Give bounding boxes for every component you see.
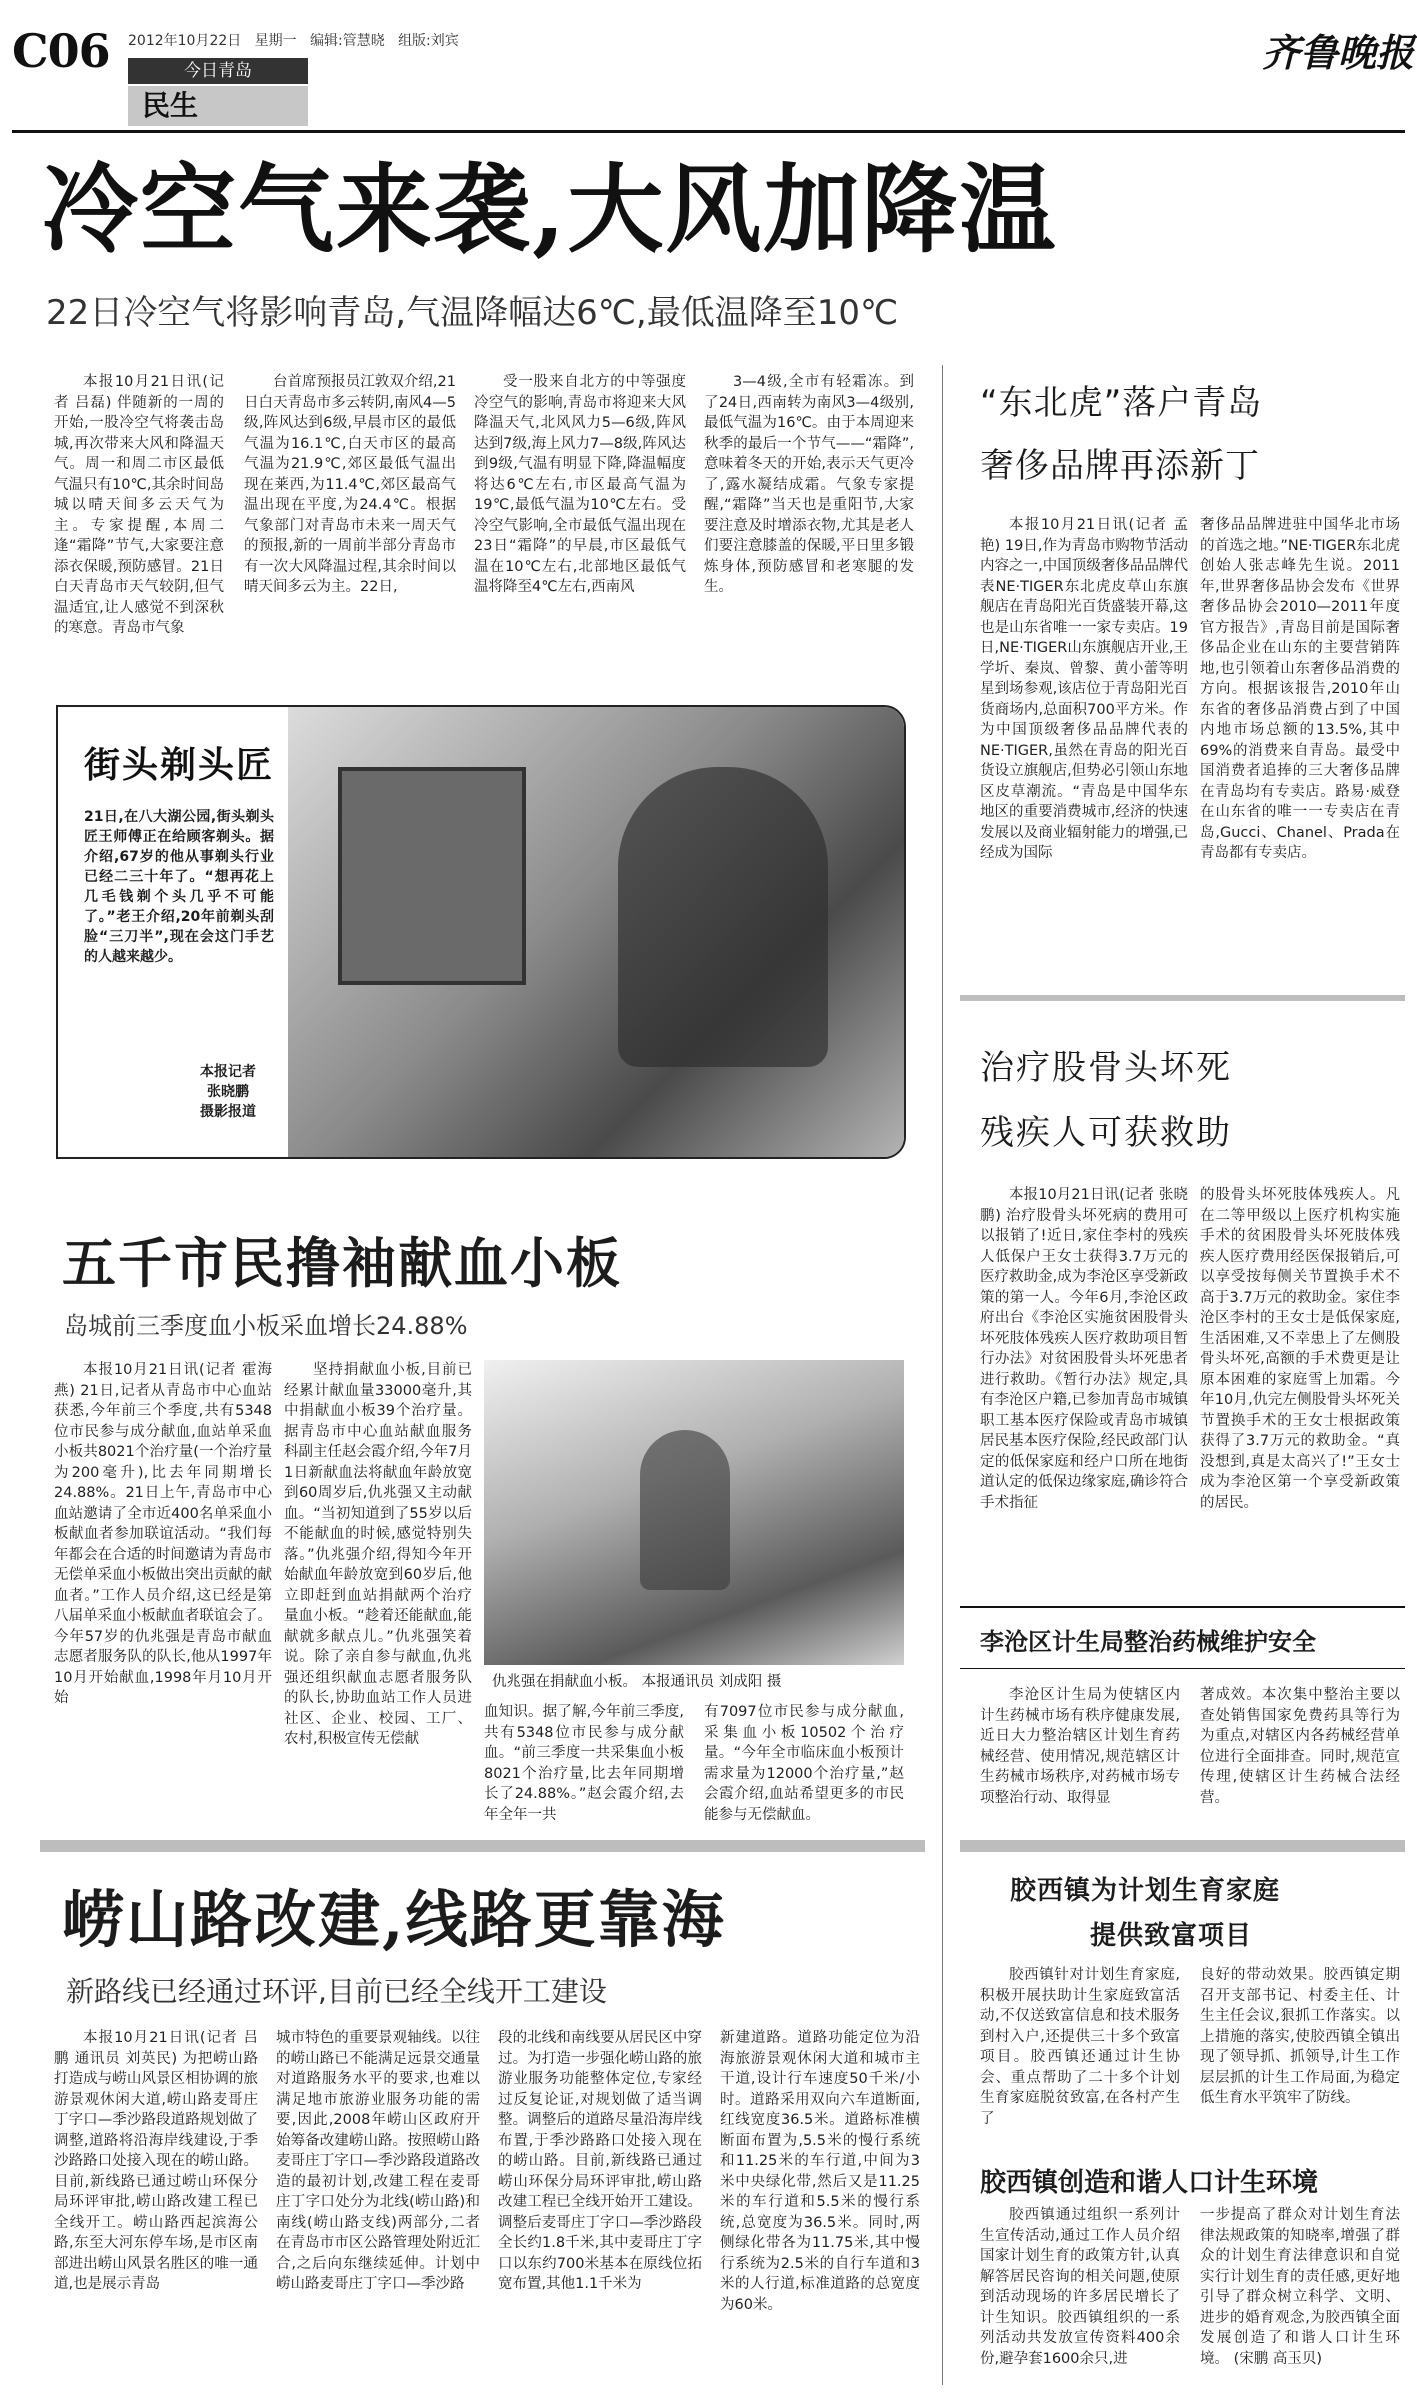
barber-credit-3: 摄影报道 xyxy=(200,1104,256,1120)
harmony-col-2-text: 一步提高了群众对计划生育法律法规政策的知晓率,增强了群众的计划生育法律意识和自觉实行计划生育的责任感,更好地引导了群众树立科学、文明、进步的婚育观念,为胶西镇全面发展创造了和谐人口计生环境。 (宋鹏 高玉贝) xyxy=(1200,2207,1400,2367)
lead-col-2 xyxy=(244,372,456,714)
right-divider-4 xyxy=(960,1840,1405,1852)
jiaoxi-headline-2: 提供致富项目 xyxy=(1090,1921,1253,1951)
drug-col-2-text: 著成效。本次集中整治主要以查处销售国家免费药具等行为为重点,对辖区内各药械经营单位进行全面排查。同时,规范宣传理,使辖区计生药械合法经营。 xyxy=(1200,1687,1400,1806)
layout-credit: 组版:刘宾 xyxy=(398,33,459,49)
tiger-headline-1: “东北虎”落户青岛 xyxy=(980,383,1263,423)
road-col-1 xyxy=(54,2028,258,2388)
harmony-col-1 xyxy=(980,2205,1180,2390)
lead-col-4-text: 3—4级,全市有轻霜冻。到了24日,西南转为南风3—4级别,最低气温为16℃。由于本周迎来秋季的最后一个节气——“霜降”,意味着冬天的开始,表示天气更冷了,露水凝结成霜。气象专家提醒,“霜降”当天也是重阳节,大家要注意及时增添衣物,尤其是老人们要注意膝盖的保暖,平日里多锻炼身体,预防感冒和老寒腿的发生。 xyxy=(704,374,914,595)
jiaoxi-col-2 xyxy=(1200,1965,1400,2155)
tiger-headline-2: 奢侈品牌再添新丁 xyxy=(980,446,1260,486)
road-col-2 xyxy=(276,2028,480,2388)
tiger-col-1-text: 本报10月21日讯(记者 孟艳) 19日,作为青岛市购物节活动内容之一,中国顶级奢侈品品牌代表NE·TIGER东北虎皮草山东旗舰店在青岛阳光百货盛装开幕,这也是山东省唯一一家专卖店。19日,NE·TIGER山东旗舰店开业,王学圻、秦岚、曾黎、黄小蕾等明星到场参观,该店位于青岛阳光百货商场内,总面积700平方米。作为中国顶级奢侈品品牌代表的NE·TIGER,虽然在青岛的阳光百货设立旗舰店,但势必引领山东地区皮草潮流。“青岛是中国华东地区的重要消费城市,经济的快速发展以及商业辐射能力的增强,已经成为国际 xyxy=(980,517,1188,861)
barber-photo-caption xyxy=(84,807,274,1052)
blood-col-1-text: 本报10月21日讯(记者 霍海燕) 21日,记者从青岛市中心血站获悉,今年前三个季度,共有5348位市民参与成分献血,血站单采血小板共8021个治疗量(一个治疗量为200毫升),比去年同期增长24.88%。21日上午,青岛市中心血站邀请了全市近400名单采血小板献血者参加联谊活动。“我们每年都会在合适的时间邀请为青岛市无偿单采血小板做出突出贡献的献血者。”工作人员介绍,这已经是第八届单采血小板献血者联谊会了。今年57岁的仇兆强是青岛市献血志愿者服务队的队长,他从1997年10月开始献血,1998年月10月开始 xyxy=(54,1362,272,1706)
blood-col-1 xyxy=(54,1360,272,1830)
blood-subheadline: 岛城前三季度血小板采血增长24.88% xyxy=(64,1312,468,1340)
barber-caption-text: 21日,在八大湖公园,街头剃头匠王师傅正在给顾客剃头。据介绍,67岁的他从事剃头行业已经二三十年了。“想再花上几毛钱剃个头几乎不可能了。”老王介绍,20年前剃头刮脸“三刀半”,现在会这门手艺的人越来越少。 xyxy=(84,809,274,965)
harmony-col-1-text: 胶西镇通过组织一系列计生宣传活动,通过工作人员介绍国家计划生育的政策方针,认真解答居民咨询的相关问题,使原到活动现场的许多居民增长了计生知识。胶西镇组织的一系列活动共发放宣传资料400余份,避孕套1600余只,进 xyxy=(980,2207,1180,2367)
lead-col-1-text: 本报10月21日讯(记者 吕磊) 伴随新的一周的开始,一股冷空气将袭击岛城,再次带来大风和降温天气。周一和周二市区最低气温只有10℃,其余时间岛城以晴天间多云天气为主。专家提醒,本周二逢“霜降”节气,大家要注意添衣保暖,预防感冒。21日白天青岛市天气较阴,但气温适宜,让人感觉不到深秋的寒意。青岛市气象 xyxy=(54,374,224,636)
blood-headline: 五千市民撸袖献血小板 xyxy=(62,1231,622,1295)
blood-col-2 xyxy=(284,1360,472,1830)
section-tag: 今日青岛 xyxy=(128,58,308,84)
jiaoxi-col-2-text: 良好的带动效果。胶西镇定期召开支部书记、村委主任、计生主任会议,狠抓工作落实。以上措施的落实,使胶西镇全镇出现了领导抓、抓领导,计生工作层层抓的计生工作局面,为稳定低生育水平筑牢了防线。 xyxy=(1200,1967,1400,2106)
road-col-3 xyxy=(498,2028,702,2388)
road-col-1-text: 本报10月21日讯(记者 吕鹏 通讯员 刘英民) 为把崂山路打造成与崂山风景区相协调的旅游景观休闲大道,崂山路麦哥庄丁字口—季沙路段道路规划做了调整,道路将沿海岸线建设,于季沙路路口处接入现在的崂山路。目前,新线路已通过崂山环保分局环评审批,崂山路改建工程已全线开工。崂山路西起滨海公路,东至大河东停车场,是市区南部进出崂山风景名胜区的唯一通道,也是展示青岛 xyxy=(54,2030,258,2292)
tiger-col-2 xyxy=(1200,515,1400,985)
lead-headline: 冷空气来袭,大风加降温 xyxy=(42,153,1058,266)
lead-col-4 xyxy=(704,372,914,714)
blood-col-4 xyxy=(704,1702,904,1830)
lead-col-2-text: 台首席预报员江敦双介绍,21日白天青岛市多云转阴,南风4—5级,阵风达到6级,早晨市区的最低气温为16.1℃,白天市区的最高气温为21.9℃,郊区最低气温出现在莱西,为11.4℃,郊区最高气温出现在平度,为24.4℃。根据气象部门对青岛市未来一周天气的预报,新的一周前半部分青岛市有一次大风降温过程,其余时间以晴天间多云为主。22日, xyxy=(244,374,456,595)
lead-col-3 xyxy=(474,372,686,714)
drug-headline: 李沧区计生局整治药械维护安全 xyxy=(980,1628,1316,1656)
lead-subheadline: 22日冷空气将影响青岛,气温降幅达6℃,最低温降至10℃ xyxy=(46,293,899,333)
blood-donor-figure xyxy=(640,1430,730,1590)
page-code: C06 xyxy=(12,24,110,78)
right-divider-2 xyxy=(960,1606,1405,1608)
editor-credit: 编辑:管慧晓 xyxy=(309,33,385,49)
barber-credit-1: 本报记者 xyxy=(200,1064,256,1080)
hip-headline-1: 治疗股骨头坏死 xyxy=(980,1048,1232,1088)
road-headline: 崂山路改建,线路更靠海 xyxy=(62,1883,726,1956)
drug-col-2 xyxy=(1200,1685,1400,1830)
blood-col-3 xyxy=(484,1702,684,1830)
paper-logo: 齐鲁晚报 xyxy=(1262,30,1415,75)
hip-col-2-text: 的股骨头坏死肢体残疾人。凡在二等甲级以上医疗机构实施手术的贫困股骨头坏死肢体残疾人医疗费用经医保报销后,可以享受按每侧关节置换手术不高于3.7万元的救助金。家住李沧区李村的王女士是低保家庭,生活困难,又不幸患上了左侧股骨头坏死,高额的手术费更是让原本困难的家庭雪上加霜。今年10月,仇完左侧股骨头坏死关节置换手术的王女士根据政策获得了3.7万元的救助金。“真没想到,真是太高兴了!”王女士成为李沧区第一个享受新政策的居民。 xyxy=(1200,1187,1400,1511)
weekday-text: 星期一 xyxy=(254,33,297,49)
road-col-3-text: 段的北线和南线要从居民区中穿过。为打造一步强化崂山路的旅游业服务功能整体定位,专家经过反复论证,对规划做了适当调整。调整后的道路尽量沿海岸线布置,于季沙路路口处接入现在的崂山路。目前,新线路已通过崂山环保分局环评审批,崂山路改建工程已全线开始开工建设。调整后麦哥庄丁字口—季沙路段全长约1.8千米,其中麦哥庄丁字口以东约700米基本在原线位拓宽布置,其他1.1千米为 xyxy=(498,2030,702,2292)
lead-col-1 xyxy=(54,372,224,714)
issue-date xyxy=(128,30,459,50)
hip-col-1 xyxy=(980,1185,1188,1597)
drug-col-1 xyxy=(980,1685,1180,1830)
blood-col-3-text: 血知识。据了解,今年前三季度,共有5348位市民参与成分献血。“前三季度一共采集血小板8021个治疗量,比去年同期增长了24.88%。”赵会霞介绍,去年全年一共 xyxy=(484,1704,684,1823)
jiaoxi-headline-1: 胶西镇为计划生育家庭 xyxy=(1010,1876,1281,1906)
hip-headline-2: 残疾人可获救助 xyxy=(980,1113,1232,1153)
hip-col-1-text: 本报10月21日讯(记者 张晓鹏) 治疗股骨头坏死病的费用可以报销了!近日,家住李村的残疾人低保户王女士获得3.7万元的医疗救助金,成为李沧区享受新政策的第一人。今年6月,李沧区政府出台《李沧区实施贫困股骨头坏死肢体残疾人医疗救助项目暂行办法》对贫困股骨头坏死患者进行救助。《暂行办法》规定,具有李沧区户籍,已参加青岛市城镇职工基本医疗保险或青岛市城镇居民基本医疗保险,经民政部门认定的低保家庭和经户口所在地街道认定的低保边缘家庭,确诊符合手术指征 xyxy=(980,1187,1188,1511)
barber-credit-2: 张晓鹏 xyxy=(207,1084,249,1100)
lead-col-3-text: 受一股来自北方的中等强度冷空气的影响,青岛市将迎来大风降温天气,北风风力5—6级,阵风达到7级,海上风力7—8级,阵风达到9级,气温有明显下降,降温幅度将达6℃左右,市区最高气温为19℃,最低气温为10℃左右。受冷空气影响,全市最低气温出现在23日“霜降”的早晨,市区最低气温在10℃左右,北部地区最低气温将降至4℃左右,西南风 xyxy=(474,374,686,595)
jiaoxi-col-1 xyxy=(980,1965,1180,2155)
harmony-headline: 胶西镇创造和谐人口计生环境 xyxy=(980,2168,1319,2198)
road-subheadline: 新路线已经通过环评,目前已经全线开工建设 xyxy=(66,1975,607,2008)
drug-col-1-text: 李沧区计生局为使辖区内计生药械市场有秩序健康发展,近日大力整治辖区计划生育药械经营、使用情况,规范辖区计生药械市场秩序,对药械市场专项整治行动、取得显 xyxy=(980,1687,1180,1806)
blood-col-4-text: 有7097位市民参与成分献血,采集血小板10502个治疗量。“今年全市临床血小板预计需求量为12000个治疗量,”赵会霞介绍,血站希望更多的市民能参与无偿献血。 xyxy=(704,1704,904,1823)
barber-mirror xyxy=(338,767,526,985)
right-column-divider xyxy=(942,365,943,2385)
masthead-rule xyxy=(12,130,1405,133)
blood-col-2-text: 坚持捐献血小板,目前已经累计献血量33000毫升,其中捐献血小板39个治疗量。据青岛市中心血站献血服务科副主任赵会霞介绍,今年7月1日新献血法将献血年龄放宽到60周岁后,仇兆强又主动献血。“当初知道到了55岁以后不能献血的时候,感觉特别失落。”仇兆强介绍,得知今年开始献血年龄放宽到60岁后,他立即赶到血站捐献两个治疗量血小板。“趁着还能献血,能献就多献点儿。”仇兆强笑着说。除了亲自参与献血,仇兆强还组织献血志愿者服务队的队长,协助血站工作人员进社区、企业、校园、工厂、农村,积极宣传无偿献 xyxy=(284,1362,472,1747)
tiger-col-1 xyxy=(980,515,1188,985)
barber-photo-frame xyxy=(56,705,906,1159)
jiaoxi-col-1-text: 胶西镇针对计划生育家庭,积极开展扶助计生家庭致富活动,不仅送致富信息和技术服务到村入户,还提供三十多个致富项目。胶西镇还通过计生协会、重点帮助了二十多个计划生育家庭脱贫致富,在各村产生了 xyxy=(980,1967,1180,2127)
harmony-col-2 xyxy=(1200,2205,1400,2390)
blood-photo-caption: 仇兆强在捐献血小板。 本报通讯员 刘成阳 摄 xyxy=(492,1674,782,1690)
barber-photo-credit xyxy=(178,1062,278,1122)
road-col-2-text: 城市特色的重要景观轴线。以往的崂山路已不能满足远景交通量对道路服务水平的要求,也难以满足地市旅游业服务功能的需要,因此,2008年崂山区政府开始筹备改建崂山路。按照崂山路麦哥庄丁字口—季沙路段道路改造的最初计划,改建工程在麦哥庄丁字口处分为北线(崂山路)和南线(崂山路支线)两部分,二者在青岛市市区公路管理处附近汇合,之后向东继续延伸。计划中崂山路麦哥庄丁字口—季沙路 xyxy=(276,2030,480,2292)
date-text: 2012年10月22日 xyxy=(128,33,242,49)
road-col-4 xyxy=(720,2028,920,2388)
barber-photo-title: 街头剃头匠 xyxy=(84,744,275,786)
section-divider-band xyxy=(40,1840,925,1852)
right-divider-3 xyxy=(960,1668,1405,1669)
tiger-col-2-text: 奢侈品品牌进驻中国华北市场的首选之地。”NE·TIGER东北虎创始人张志峰先生说。2011年,世界奢侈品协会发布《世界奢侈品协会2010—2011年度官方报告》,青岛目前是国际奢侈品企业在山东的主要营销阵地,也引领着山东奢侈品消费的方向。根据该报告,2010年山东省的奢侈品消费占到了中国内地市场总额的13.5%,其中69%的消费来自青岛。最受中国消费者追捧的三大奢侈品牌在青岛均有专卖店。路易·威登在山东省的唯一一专卖店在青岛,Gucci、Chanel、Prada在青岛都有专卖店。 xyxy=(1200,517,1400,861)
right-divider-1 xyxy=(960,995,1405,1001)
road-col-4-text: 新建道路。道路功能定位为沿海旅游景观休闲大道和城市主干道,设计行车速度50千米/小时。道路采用双向六车道断面,红线宽度36.5米。道路标准横断面布置为,5.5米的慢行系统和11.25米的车行道,中间为3米中央绿化带,然后又是11.25米的车行道和5.5米的慢行系统,总宽度为36.5米。同时,两侧绿化带各为11.75米,其中慢行系统为2.5米的自行车道和3米的人行道,标准道路的总宽度为60米。 xyxy=(720,2030,920,2313)
barber-photo-subject xyxy=(618,767,828,1067)
hip-col-2 xyxy=(1200,1185,1400,1597)
section-name: 民生 xyxy=(128,86,308,126)
